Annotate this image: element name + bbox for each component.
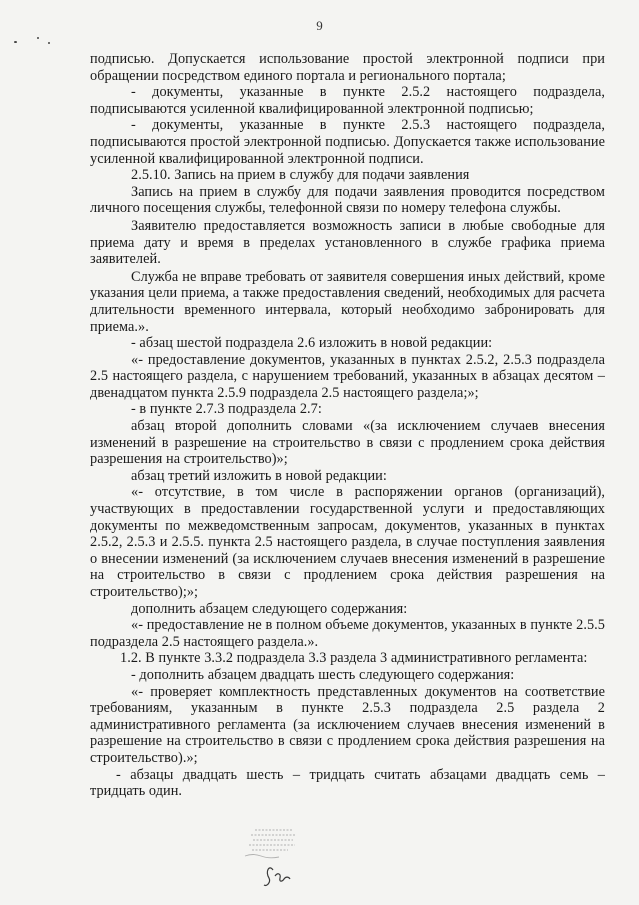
signature bbox=[264, 868, 290, 886]
paragraph: 1.2. В пункте 3.3.2 подраздела 3.3 раздела 3 административного регламента: bbox=[120, 650, 588, 667]
paragraph: абзац третий изложить в новой редакции: bbox=[131, 467, 387, 484]
paragraph: - документы, указанные в пункте 2.5.3 настоящего подраздела, подписываются простой электронной подписью. Допускается также использование усиленной квалифицированной электронной подписи. bbox=[90, 117, 605, 167]
paragraph: подписью. Допускается использование простой электронной подписи при обращении посредством единого портала и регионального портала; bbox=[90, 51, 605, 84]
paragraph: абзац второй дополнить словами «(за исключением случаев внесения изменений в разрешение на строительство в связи с продлением срока действия разрешения на строительство)»; bbox=[90, 418, 605, 468]
paragraph: - дополнить абзацем двадцать шесть следующего содержания: bbox=[131, 666, 515, 683]
paragraph: «- предоставление не в полном объеме документов, указанных в пункте 2.5.5 подраздела 2.5 настоящего раздела.». bbox=[90, 617, 605, 650]
scan-speck bbox=[14, 41, 17, 43]
paragraph: Служба не вправе требовать от заявителя совершения иных действий, кроме указания цели приема, а также предоставления сведений, необходимых для расчета длительности временного интервала, который необходимо забронировать для приема.». bbox=[90, 268, 605, 335]
page-number: 9 bbox=[316, 18, 323, 33]
paragraph: - в пункте 2.7.3 подраздела 2.7: bbox=[131, 401, 322, 418]
approval-stamp bbox=[205, 826, 325, 896]
paragraph: «- проверяет комплектность представленных документов на соответствие требованиям, указанным в пункте 2.5.3 подраздела 2.5 раздела 2 административного регламента (за исключением случаев внесения изменений в разрешение на строительство в связи с продлением срока действия разрешения на строительство).»; bbox=[90, 683, 605, 766]
paragraph: дополнить абзацем следующего содержания: bbox=[131, 600, 408, 617]
paragraph: «- предоставление документов, указанных в пунктах 2.5.2, 2.5.3 подраздела 2.5 настоящего раздела, с нарушением требований, указанных в абзацах десятом – двенадцатом пункта 2.5.9 подраздела 2.5 настоящего раздела;»; bbox=[90, 351, 605, 401]
document-body bbox=[90, 51, 605, 800]
paragraph: - документы, указанные в пункте 2.5.2 настоящего подраздела, подписываются усиленной квалифицированной электронной подписью; bbox=[90, 84, 605, 117]
paragraph: Заявителю предоставляется возможность записи в любые свободные для приема дату и время в пределах установленного в службе графика приема заявителей. bbox=[90, 217, 605, 268]
scan-speck bbox=[48, 42, 50, 44]
paragraph: «- отсутствие, в том числе в распоряжении органов (организаций), участвующих в предоставлении государственной услуги и предоставляющих документы по межведомственным запросам, документов, указанных в пунктах 2.5.2, 2.5.3 и 2.5.5. пункта 2.5 настоящего раздела, в случае поступления заявления о внесении изменений (за исключением случаев внесения изменений в разрешение на строительство в связи с продлением срока действия разрешения на строительство);»; bbox=[90, 484, 605, 600]
section-heading: 2.5.10. Запись на прием в службу для подачи заявления bbox=[131, 167, 470, 184]
paragraph: Запись на прием в службу для подачи заявления проводится посредством личного посещения службы, телефонной связи по номеру телефона службы. bbox=[90, 183, 605, 217]
paragraph: - абзацы двадцать шесть – тридцать считать абзацами двадцать семь – тридцать один. bbox=[90, 766, 605, 800]
paragraph: - абзац шестой подраздела 2.6 изложить в новой редакции: bbox=[131, 335, 493, 352]
scan-speck bbox=[37, 37, 39, 39]
